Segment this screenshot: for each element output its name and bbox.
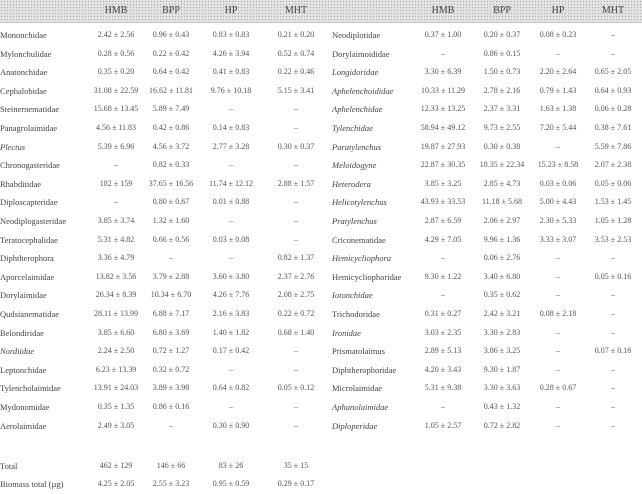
left-row-value: 0.22 ± 0.46 xyxy=(277,67,315,77)
left-row-value: – xyxy=(114,160,118,170)
left-row-label: Teratocephalidae xyxy=(0,234,58,245)
left-row-value: – xyxy=(229,160,233,170)
right-row-value: 7.20 ± 5.44 xyxy=(539,123,577,132)
left-row-value: 5.89 ± 7.49 xyxy=(152,104,190,114)
left-row-value: 4.56 ± 3.72 xyxy=(152,141,190,151)
left-row-value: 0.83 ± 0.83 xyxy=(212,30,250,39)
right-row-value: – xyxy=(556,271,560,281)
right-row-value: 3.40 ± 6.80 xyxy=(483,271,521,281)
left-row-value: 0.05 ± 0.12 xyxy=(277,383,315,393)
left-row-value: – xyxy=(294,123,298,132)
left-row-value: 6.88 ± 7.17 xyxy=(152,309,190,318)
left-row-value: 0.64 ± 0.82 xyxy=(212,383,250,393)
right-row-label: Pratylenchus xyxy=(332,216,377,226)
left-row-value: – xyxy=(294,346,298,356)
right-row-value: 0.05 ± 0.06 xyxy=(594,178,632,188)
right-row-value: 4.20 ± 3.43 xyxy=(424,364,462,374)
right-row-value: 3.85 ± 3.25 xyxy=(424,178,462,188)
right-row-label: Tylenchidae xyxy=(332,123,373,133)
left-row-value: 2.37 ± 2.76 xyxy=(277,271,315,281)
total-row-value: 83 ± 26 xyxy=(218,461,244,470)
right-row-label: Aphelenchidae xyxy=(332,104,383,115)
right-row-label: Longidoridae xyxy=(332,67,379,78)
header-bpp-right: BPP xyxy=(493,5,511,16)
total-row-value: 146 ± 66 xyxy=(156,461,186,470)
right-row-value: 0.08 ± 0.23 xyxy=(539,30,577,39)
left-row-value: 0.14 ± 0.83 xyxy=(212,123,250,132)
right-row-value: 10.33 ± 11.29 xyxy=(420,85,466,95)
left-row-value: 3.36 ± 4.79 xyxy=(97,253,135,263)
left-row-label: Diploscapteridae xyxy=(0,197,58,208)
left-row-label: Qudsianematidae xyxy=(0,309,60,319)
left-row-value: – xyxy=(169,420,173,430)
right-row-value: – xyxy=(556,141,560,151)
left-row-value: 6.23 ± 13.39 xyxy=(95,364,137,374)
right-row-label: Ironidae xyxy=(332,327,361,338)
left-row-label: Anatonchidae xyxy=(0,67,48,78)
left-row-value: 3.85 ± 6.60 xyxy=(97,327,135,337)
right-row-value: 9.96 ± 1.36 xyxy=(483,234,521,244)
left-row-label: Steinernematidae xyxy=(0,104,60,115)
header-mht-left: MHT xyxy=(284,5,308,16)
left-row-value: 0.01 ± 0.88 xyxy=(212,197,250,207)
left-row-value: – xyxy=(294,160,298,170)
right-row-value: 0.79 ± 1.43 xyxy=(539,85,577,95)
left-row-label: Plectus xyxy=(0,141,26,152)
left-row-value: – xyxy=(229,364,233,374)
left-row-label: Dorylaimidae xyxy=(0,290,47,301)
right-row-value: 1.05 ± 2.57 xyxy=(424,420,462,430)
header-hmb-right: HMB xyxy=(431,5,455,16)
right-row-value: 2.20 ± 2.64 xyxy=(539,67,577,77)
right-row-value: 0.03 ± 0.06 xyxy=(539,178,577,188)
left-row-value: – xyxy=(229,253,233,263)
right-row-value: 0.07 ± 0.16 xyxy=(594,346,632,356)
left-row-value: 0.96 ± 0.43 xyxy=(152,30,190,39)
header-bpp-left: BPP xyxy=(162,5,180,16)
right-row-value: 1.05 ± 1.28 xyxy=(594,216,632,225)
right-row-value: 1.63 ± 1.38 xyxy=(539,104,577,114)
left-row-value: 4.26 ± 3.94 xyxy=(212,48,250,58)
left-row-value: 31.08 ± 22.59 xyxy=(93,85,139,95)
left-row-value: – xyxy=(169,253,173,263)
right-row-value: 1.53 ± 1.45 xyxy=(594,197,632,207)
left-row-value: 0.32 ± 0.72 xyxy=(152,364,190,374)
left-row-value: 0.30 ± 0.37 xyxy=(277,141,315,151)
right-row-value: 2.85 ± 4.73 xyxy=(483,178,521,188)
right-row-value: 2.78 ± 2.16 xyxy=(483,85,521,95)
left-row-value: 3.85 ± 3.74 xyxy=(97,216,135,225)
right-row-label: Neodiplotidae xyxy=(332,30,381,40)
left-row-value: 0.22 ± 0.42 xyxy=(152,48,190,58)
left-row-value: 2.24 ± 2.50 xyxy=(97,346,135,356)
right-row-value: – xyxy=(556,290,560,300)
right-row-value: 0.20 ± 0.37 xyxy=(483,30,521,39)
left-row-label: Mydonomidae xyxy=(0,402,50,412)
right-row-value: 5.31 ± 9.38 xyxy=(424,383,462,393)
total-row-value: 2.55 ± 3.23 xyxy=(152,479,190,488)
left-row-value: 3.60 ± 3.80 xyxy=(212,271,250,281)
right-row-value: 0.65 ± 2.05 xyxy=(594,67,632,77)
left-row-value: 3.79 ± 2.88 xyxy=(152,271,190,281)
left-row-value: 6.80 ± 3.69 xyxy=(152,327,190,337)
right-row-value: 0.38 ± 7.61 xyxy=(594,123,632,132)
left-row-value: 0.35 ± 1.35 xyxy=(97,402,135,411)
right-row-value: – xyxy=(611,420,615,430)
left-row-value: – xyxy=(294,197,298,207)
left-row-value: 1.32 ± 1.60 xyxy=(152,216,190,225)
right-row-value: – xyxy=(441,402,445,411)
left-row-value: 2.08 ± 2.75 xyxy=(277,290,315,300)
right-row-label: Prismatolaimus xyxy=(332,346,385,357)
right-row-value: – xyxy=(556,402,560,411)
right-row-value: 3.33 ± 3.07 xyxy=(539,234,577,244)
right-row-value: 0.72 ± 2.82 xyxy=(483,420,521,430)
right-row-value: 0.06 ± 0.28 xyxy=(594,104,632,114)
left-row-value: 11.74 ± 12.12 xyxy=(208,178,254,188)
right-row-value: 2.06 ± 2.97 xyxy=(483,216,521,225)
left-row-value: 0.22 ± 0.72 xyxy=(277,309,315,318)
right-row-value: – xyxy=(556,346,560,356)
right-row-value: 3.30 ± 3.63 xyxy=(483,383,521,393)
left-row-value: 5.39 ± 6.96 xyxy=(97,141,135,151)
right-row-label: Aphanolaimidae xyxy=(332,402,389,412)
left-row-value: 0.41 ± 0.83 xyxy=(212,67,250,77)
right-row-value: 2.89 ± 5.13 xyxy=(424,346,462,356)
right-row-label: Microlaimidae xyxy=(332,383,383,394)
left-row-label: Rhabditidae xyxy=(0,178,42,189)
left-row-label: Mylonchulidae xyxy=(0,48,52,59)
left-row-value: 4.56 ± 11.83 xyxy=(95,123,137,132)
left-row-value: 2.88 ± 1.57 xyxy=(277,178,315,188)
left-row-value: – xyxy=(294,216,298,225)
left-row-value: 13.82 ± 3.56 xyxy=(95,271,137,281)
left-row-value: 9.76 ± 10.18 xyxy=(210,85,252,95)
right-row-label: Criconematidae xyxy=(332,234,386,245)
right-row-value: – xyxy=(611,309,615,318)
left-row-value: 0.80 ± 0.67 xyxy=(152,197,190,207)
left-row-value: 0.72 ± 1.27 xyxy=(152,346,190,356)
total-row-value: 4.25 ± 2.05 xyxy=(97,479,135,488)
right-row-label: Iotonchidae xyxy=(332,290,373,301)
right-row-value: 0.28 ± 0.67 xyxy=(539,383,577,393)
right-row-label: Trichodoridae xyxy=(332,309,380,319)
left-row-label: Belondiridae xyxy=(0,327,44,338)
left-row-value: – xyxy=(294,364,298,374)
right-row-value: – xyxy=(556,253,560,263)
left-row-value: 3.89 ± 3.98 xyxy=(152,383,190,393)
left-row-label: Nordiidae xyxy=(0,346,35,357)
right-row-value: 0.06 ± 2.76 xyxy=(483,253,521,263)
left-row-value: 0.03 ± 0.08 xyxy=(212,234,250,244)
total-row-value: 0.29 ± 0.17 xyxy=(277,479,315,488)
right-row-value: – xyxy=(611,290,615,300)
left-row-value: 15.68 ± 13.45 xyxy=(93,104,139,114)
left-row-label: Tylencholaimidae xyxy=(0,383,61,394)
left-row-value: 0.35 ± 0.20 xyxy=(97,67,135,77)
right-row-value: 0.35 ± 0.62 xyxy=(483,290,521,300)
right-row-value: – xyxy=(441,290,445,300)
right-row-value: 12.33 ± 13.25 xyxy=(420,104,466,114)
right-row-value: 9.30 ± 1.87 xyxy=(483,364,521,374)
right-row-value: – xyxy=(611,253,615,263)
left-row-value: 16.62 ± 11.81 xyxy=(148,85,194,95)
left-row-label: Leptonchidae xyxy=(0,364,47,375)
right-row-value: 18.35 ± 22.34 xyxy=(479,160,525,170)
right-row-value: – xyxy=(611,48,615,58)
left-row-label: Cephalobidae xyxy=(0,85,47,96)
left-row-label: Diphtherophora xyxy=(0,253,54,264)
left-row-value: 2.16 ± 3.83 xyxy=(212,309,250,318)
left-row-label: Mononchidae xyxy=(0,30,47,40)
left-row-value: 0.28 ± 0.56 xyxy=(97,48,135,58)
right-row-label: Meloidogyne xyxy=(332,160,377,171)
right-row-value: 22.87 ± 30.35 xyxy=(420,160,466,170)
left-row-value: 0.42 ± 0.86 xyxy=(152,123,190,132)
left-row-value: 182 ± 159 xyxy=(99,178,133,188)
right-row-value: 0.64 ± 0.93 xyxy=(594,85,632,95)
right-row-value: – xyxy=(441,253,445,263)
right-row-value: 3.03 ± 2.35 xyxy=(424,327,462,337)
right-row-value: 0.05 ± 0.16 xyxy=(594,271,632,281)
right-row-label: Dorylaimoididae xyxy=(332,48,390,59)
left-row-value: 0.82 ± 1.37 xyxy=(277,253,315,263)
left-row-value: – xyxy=(114,197,118,207)
right-row-value: 3.53 ± 2.53 xyxy=(594,234,632,244)
left-row-value: 4.26 ± 7.76 xyxy=(212,290,250,300)
header-hmb-left: HMB xyxy=(104,5,128,16)
right-row-value: 2.87 ± 6.59 xyxy=(424,216,462,225)
right-row-label: Diphtherophoridae xyxy=(332,364,397,375)
right-row-value: 2.42 ± 3.21 xyxy=(483,309,521,318)
left-row-value: 0.86 ± 0.16 xyxy=(152,402,190,411)
left-row-value: 2.77 ± 3.28 xyxy=(212,141,250,151)
left-row-value: 37.65 ± 16.56 xyxy=(148,178,194,188)
left-row-value: 0.52 ± 0.74 xyxy=(277,48,315,58)
right-row-value: – xyxy=(556,327,560,337)
left-row-value: – xyxy=(229,216,233,225)
left-row-value: 0.82 ± 0.33 xyxy=(152,160,190,170)
left-row-value: – xyxy=(294,234,298,244)
total-row-value: 35 ± 15 xyxy=(283,461,309,470)
left-row-label: Neodiplogasteridae xyxy=(0,216,67,226)
right-row-value: 11.18 ± 5.68 xyxy=(481,197,523,207)
right-row-value: 43.93 ± 33.53 xyxy=(420,197,466,207)
right-row-value: – xyxy=(556,48,560,58)
right-row-label: Aphelenchoididae xyxy=(332,85,394,96)
right-row-value: 0.86 ± 0.15 xyxy=(483,48,521,58)
left-row-value: – xyxy=(294,104,298,114)
left-row-label: Aerolaimidae xyxy=(0,420,47,431)
right-row-value: – xyxy=(611,402,615,411)
total-row-label: Biomass total (µg) xyxy=(0,479,64,489)
right-row-value: 3.30 ± 6.39 xyxy=(424,67,462,77)
right-row-value: 2.30 ± 5.33 xyxy=(539,216,577,225)
right-row-value: – xyxy=(611,364,615,374)
right-row-value: 0.43 ± 1.32 xyxy=(483,402,521,411)
right-row-value: – xyxy=(441,48,445,58)
left-row-value: – xyxy=(229,402,233,411)
left-row-value: 2.42 ± 2.56 xyxy=(97,30,135,39)
left-row-value: 0.30 ± 0.90 xyxy=(212,420,250,430)
right-row-value: – xyxy=(556,364,560,374)
left-row-value: – xyxy=(294,402,298,411)
left-row-value: 26.34 ± 8.39 xyxy=(95,290,137,300)
right-row-label: Helicotylenchus xyxy=(332,197,387,208)
header-hp-left: HP xyxy=(224,5,238,16)
right-row-label: Hemicycliophoridae xyxy=(332,271,402,282)
left-row-label: Panagrolaimidae xyxy=(0,123,58,133)
total-row-value: 0.95 ± 0.59 xyxy=(212,479,250,488)
right-row-value: 0.08 ± 2.18 xyxy=(539,309,577,318)
right-row-value: 2.07 ± 2.38 xyxy=(594,160,632,170)
left-row-value: 5.15 ± 3.41 xyxy=(277,85,315,95)
right-row-value: 9.30 ± 1.22 xyxy=(424,271,462,281)
right-row-value: 58.94 ± 49.12 xyxy=(420,123,466,132)
right-row-value: 3.86 ± 3.25 xyxy=(483,346,521,356)
right-row-value: – xyxy=(556,420,560,430)
total-row-value: 462 ± 129 xyxy=(99,461,133,470)
right-row-label: Diploperidae xyxy=(332,420,378,431)
right-row-value: 0.37 ± 1.00 xyxy=(424,30,462,39)
right-row-value: 3.30 ± 2.83 xyxy=(483,327,521,337)
right-row-value: 9.73 ± 2.55 xyxy=(483,123,521,132)
right-row-label: Hemicycliophora xyxy=(332,253,392,264)
total-row-label: Total xyxy=(0,461,18,471)
left-row-value: 0.64 ± 0.42 xyxy=(152,67,190,77)
left-row-label: Chronogasteridae xyxy=(0,160,60,171)
right-row-value: – xyxy=(611,30,615,39)
right-row-value: 15.23 ± 8.58 xyxy=(537,160,579,170)
right-row-value: 19.87 ± 27.93 xyxy=(420,141,466,151)
right-row-value: – xyxy=(611,327,615,337)
left-row-value: – xyxy=(294,420,298,430)
left-row-value: 5.31 ± 4.82 xyxy=(97,234,135,244)
left-row-value: 0.66 ± 0.56 xyxy=(152,234,190,244)
right-row-value: 2.37 ± 3.31 xyxy=(483,104,521,114)
right-row-value: 0.30 ± 0.38 xyxy=(483,141,521,151)
right-row-value: 0.31 ± 0.27 xyxy=(424,309,462,318)
left-row-value: 0.17 ± 0.42 xyxy=(212,346,250,356)
left-row-value: 2.49 ± 3.05 xyxy=(97,420,135,430)
left-row-value: 0.21 ± 0.20 xyxy=(277,30,315,39)
left-row-value: 0.68 ± 1.40 xyxy=(277,327,315,337)
right-row-value: 5.59 ± 7.86 xyxy=(594,141,632,151)
right-row-value: 4.29 ± 7.05 xyxy=(424,234,462,244)
left-row-value: 28.11 ± 13.99 xyxy=(93,309,139,318)
left-row-value: – xyxy=(229,104,233,114)
right-row-label: Paratylenchus xyxy=(332,141,382,152)
right-row-value: 1.50 ± 0.73 xyxy=(483,67,521,77)
right-row-value: 5.00 ± 4.43 xyxy=(539,197,577,207)
right-row-value: – xyxy=(611,383,615,393)
left-row-label: Aporcelaimidae xyxy=(0,271,55,282)
header-mht-right: MHT xyxy=(601,5,625,16)
left-row-value: 1.40 ± 1.82 xyxy=(212,327,250,337)
left-row-value: 13.91 ± 24.03 xyxy=(93,383,139,393)
right-row-label: Heterodera xyxy=(332,178,371,189)
header-hp-right: HP xyxy=(551,5,565,16)
left-row-value: 10.34 ± 6.70 xyxy=(150,290,192,300)
